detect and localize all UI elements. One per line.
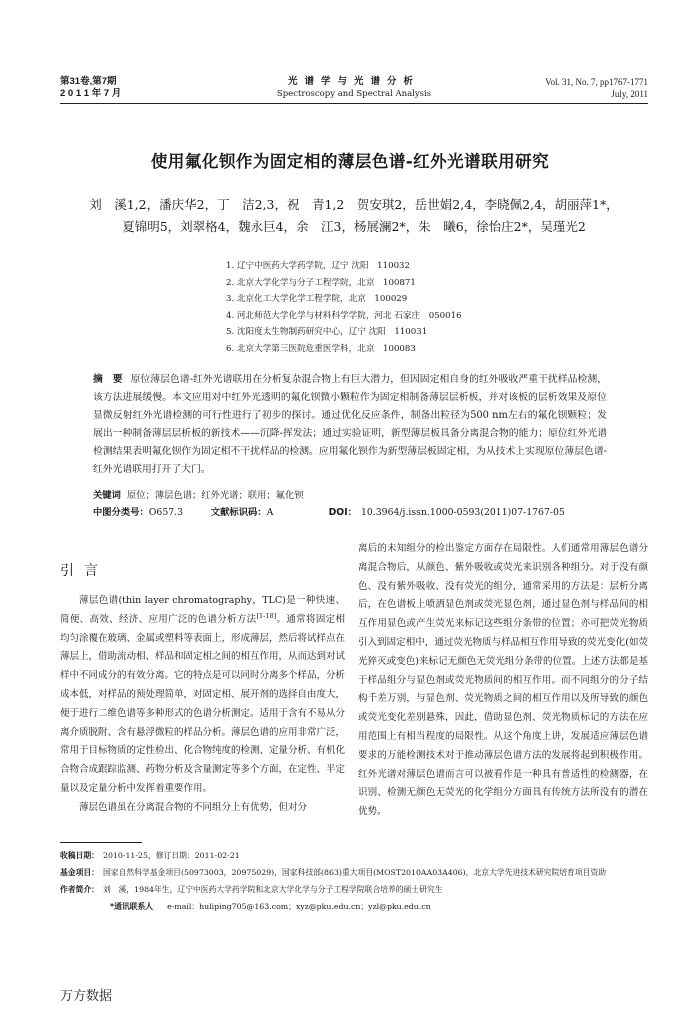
footnote-label: 基金项目： (60, 868, 99, 877)
issue-date: 2 0 1 1 年 7 月 (60, 88, 122, 99)
affiliation-item: 1. 辽宁中医药大学药学院，辽宁 沈阳 110032 (226, 261, 410, 271)
affiliation-item: 4. 河北师范大学化学与材料科学学院，河北 石家庄 050016 (226, 310, 462, 321)
keywords-line (93, 487, 607, 504)
journal-header (60, 76, 648, 102)
body-right-column (358, 540, 648, 822)
footnote-label: 收稿日期： (60, 851, 99, 860)
abstract (93, 371, 607, 480)
doc-code-value: A (266, 507, 274, 518)
journal-name-en: Spectroscopy and Spectral Analysis (276, 89, 432, 99)
footnote-correspondence (60, 898, 648, 915)
body-paragraph: 薄层色谱虽在分离混合物的不同组分上有优势，但对分 (79, 801, 308, 813)
footnote-author (60, 881, 648, 898)
author-line: 刘 溪1,2，潘庆华2，丁 洁2,3，祝 青1,2 贺安琪2，岳世娟2,4，李晓佩2,4，胡丽萍1*， (89, 197, 619, 212)
keywords-block (93, 487, 607, 521)
volume-pages: Vol. 31, No. 7, pp1767-1771 (545, 77, 648, 87)
journal-name-cn: 光谱学与光谱分析 (287, 76, 420, 87)
paragraph-text: 薄层色谱(thin layer chromatography，TLC)是一种快速、简便、高效、经济、应用广泛的色谱分析方法 (60, 595, 345, 625)
footnote-divider (60, 842, 142, 843)
affiliation-list (226, 258, 462, 357)
abstract-label: 摘 要 (93, 374, 123, 385)
author-line: 夏锦明5，刘翠格4，魏永巨4，余 江3，杨展澜2*，朱 曦6，徐怡庄2*，吴瑾光2 (122, 219, 586, 234)
affiliation-item: 5. 沈阳度太生物制药研究中心，辽宁 沈阳 110031 (226, 327, 428, 337)
keywords-text: 原位；薄层色谱；红外光谱；联用；氟化钡 (126, 490, 304, 501)
affiliation-item: 6. 北京大学第三医院危重医学科，北京 100083 (226, 343, 416, 354)
author-list (60, 194, 648, 238)
footnotes (60, 847, 648, 915)
abstract-text: 原位薄层色谱-红外光谱联用在分析复杂混合物上有巨大潜力，但因固定相自身的红外吸收严重干扰样品检测，该方法进展缓慢。本文应用对中红外光透明的氟化钡微小颗粒作为固定相制备薄层层析板，并对该板的层析效果及原位显微反射红外光谱检测的可行性进行了初步的探讨。通过优化反应条件，制备出粒径为500 nm左右的氟化钡颗粒；发展出一种制备薄层层析板的新技术——沉降-挥发法；通过实验证明，新型薄层板具备分离混合物的能力；原位红外光谱检测结果表明氟化钡作为固定相不干扰样品的检测。应用氟化钡作为新型薄层板固定相，为从技术上实现原位薄层色谱-红外光谱联用打开了大门。 (93, 374, 608, 476)
header-divider (60, 103, 648, 104)
keywords-label: 关键词 (93, 490, 121, 501)
clc-value: O657.3 (148, 507, 184, 518)
section-title-introduction: 引言 (60, 563, 108, 579)
affiliation-item: 2. 北京大学化学与分子工程学院，北京 100871 (226, 277, 416, 288)
classification-line (93, 504, 607, 521)
footnote-label: 作者简介： (60, 885, 99, 894)
footnote-received (60, 847, 648, 864)
footnote-value: 国家自然科学基金项目(50973003，20975029)，国家科技部(863)重大项目(MOST2010AA03A406)，北京大学先进技术研究院培育项目资助 (102, 868, 607, 877)
body-left-column (60, 592, 345, 818)
paper-title: 使用氟化钡作为固定相的薄层色谱-红外光谱联用研究 (150, 152, 550, 171)
paragraph-text: 。通常将固定相均匀涂覆在玻璃、金属或塑料等表面上，形成薄层，然后将试样点在薄层上，借助流动相、样品和固定相之间的相互作用，从而达到对试样中不同成分的有效分离。它的特点是可以同时分离多个样品，分析成本低，对样品的预处理简单，对固定相、展开剂的选择自由度大，便于进行二维色谱等多种形式的色谱分析测定。适用于含有不易从分离介质脱附、含有悬浮微粒的样品分析。薄层色谱的应用非常广泛，常用于目标物质的定性检出、化合物纯度的检测、定量分析、有机化合物合成跟踪监测、药物分析及含量测定等多个方面，在定性、半定量以及定量分析中发挥着重要作用。 (60, 613, 346, 794)
footnote-value: 刘 溪，1984年生，辽宁中医药大学药学院和北京大学化学与分子工程学院联合培养的硕士研究生 (102, 885, 443, 894)
footnote-fund (60, 864, 648, 881)
footnote-label: *通讯联系人 (110, 902, 154, 911)
issue-date-en: July, 2011 (611, 89, 648, 99)
clc-label: 中图分类号： (93, 507, 149, 518)
footnote-value: 2010-11-25，修订日期：2011-02-21 (102, 851, 240, 860)
body-paragraph (60, 592, 345, 799)
body-paragraph: 离后的未知组分的检出鉴定方面存在局限性。人们通常用薄层色谱分离混合物后，从颜色、紫外吸收或荧光来识别各种组分。对于没有颜色、没有紫外吸收、没有荧光的组分，通常采用的方法是：层析分离后，在色谱板上喷洒显色剂或荧光显色剂，通过显色剂与样品间的相互作用显色或产生荧光来标记这些组分条带的位置；亦可把荧光物质引入到固定相中，通过荧光物质与样品相互作用导致的荧光变化(如荧光猝灭或变色)来标记无颜色无荧光组分条带的位置。上述方法都是基于样品组分与显色剂或荧光物质间的相互作用。而不同组分的分子结构千差万别，与显色剂、荧光物质之间的相互作用以及所导致的颜色或荧光变化差别悬殊，因此，借助显色剂、荧光物质标记的方法在应用范围上有相当程度的局限性。从这个角度上讲，发展适应薄层色谱要求的万能检测技术对于推动薄层色谱方法的发展将起到积极作用。红外光谱对薄层色谱而言可以被看作是一种具有普适性的检测器，在识别、检测无颜色无荧光的化学组分方面具有传统方法所没有的潜在优势。 (358, 543, 648, 818)
volume-issue: 第31卷,第7期 (60, 76, 117, 87)
citation-ref: [1-18] (256, 611, 277, 620)
watermark: 万方数据 (60, 989, 113, 1004)
footnote-value: e-mail：huliping705@163.com；xyz@pku.edu.cn；yzl@pku.edu.cn (167, 902, 431, 911)
doc-code-label: 文献标识码： (210, 507, 267, 518)
doi-value: 10.3964/j.issn.1000-0593(2011)07-1767-05 (360, 507, 565, 518)
doi-label: DOI： (328, 507, 357, 518)
affiliation-item: 3. 北京化工大学化学工程学院，北京 100029 (226, 294, 408, 304)
volume-info-en (545, 76, 648, 100)
